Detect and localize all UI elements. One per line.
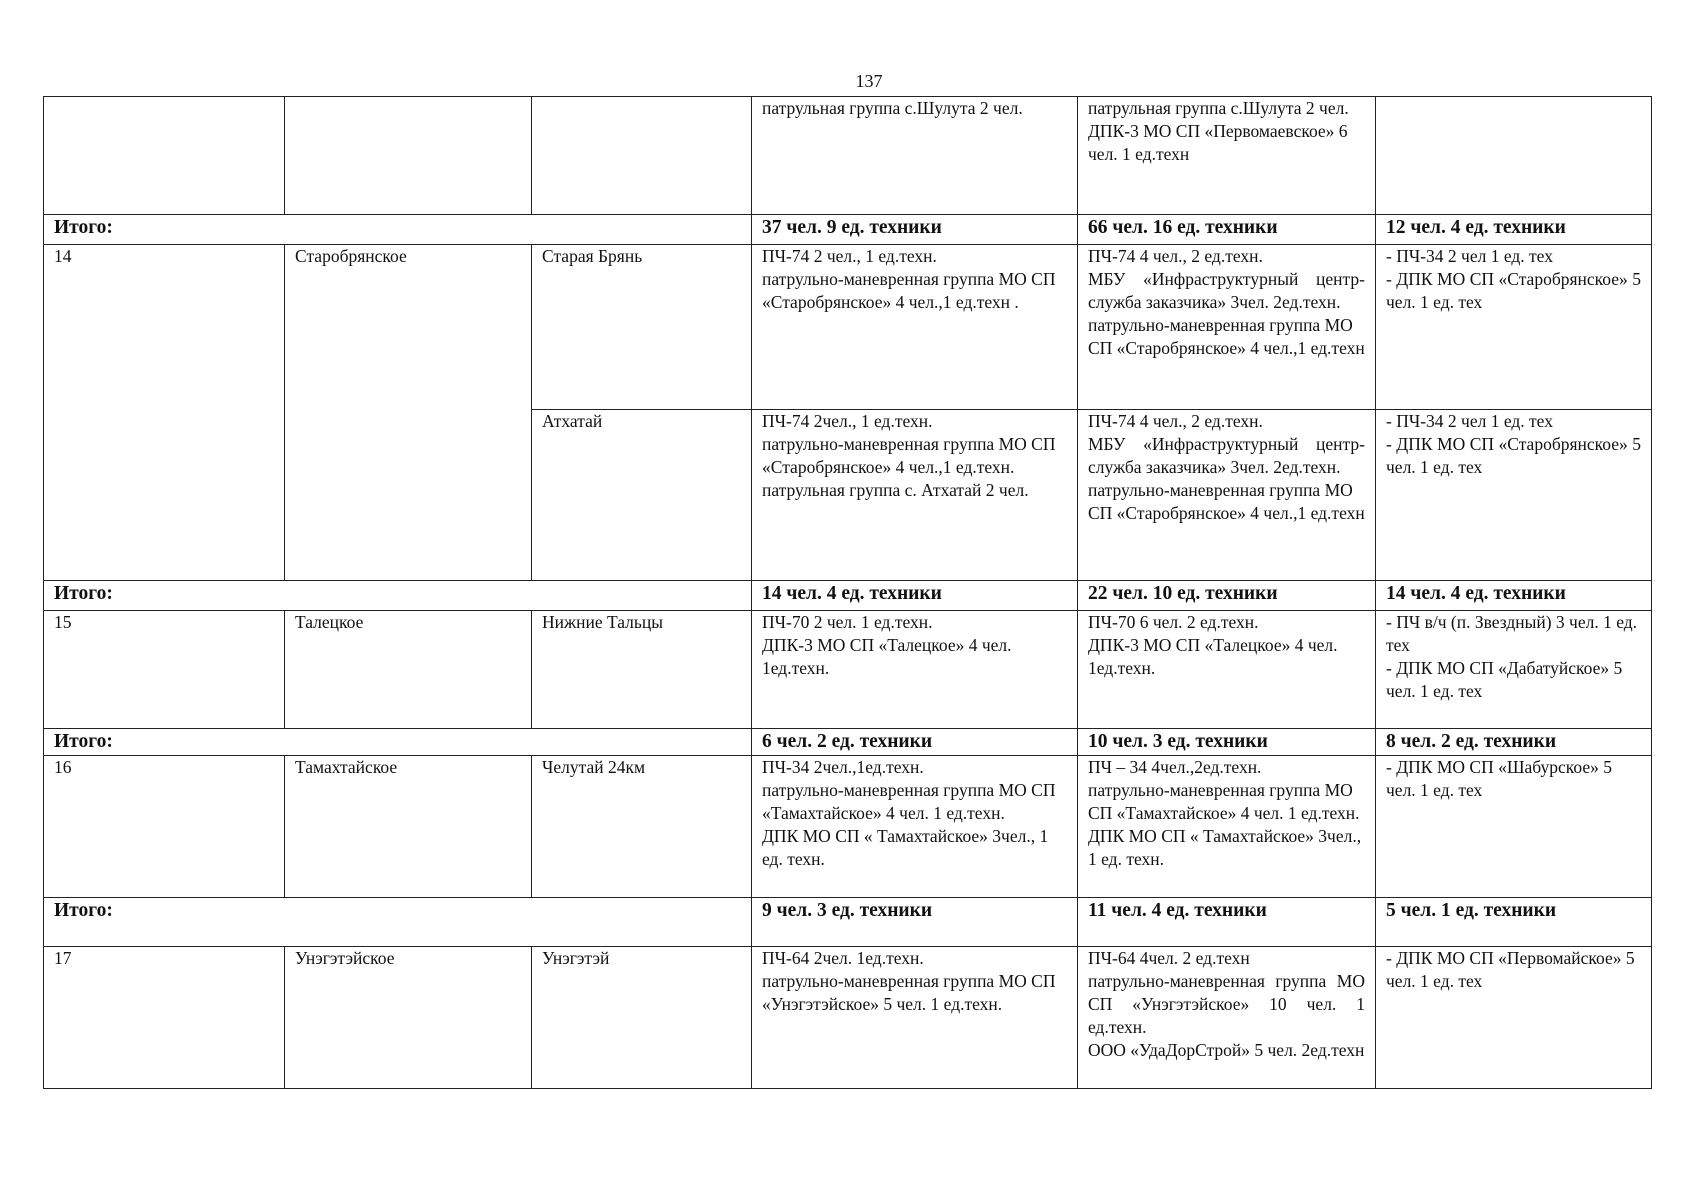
total-forces-2: 10 чел. 3 ед. техники: [1078, 729, 1376, 756]
cell-num: 15: [44, 611, 285, 729]
forces-table: [43, 96, 1652, 1089]
total-forces-3: 8 чел. 2 ед. техники: [1376, 729, 1652, 756]
cell-settlement: Старобрянское: [285, 245, 532, 581]
text-line: - ДПК МО СП «Старобрянское» 5 чел. 1 ед. тех: [1386, 434, 1641, 477]
total-row: [44, 215, 1652, 245]
cell-forces-1: [752, 245, 1078, 410]
text-line: ПЧ-70 2 чел. 1 ед.техн.: [762, 612, 933, 632]
page-number: 137: [855, 71, 883, 91]
total-forces-2: 11 чел. 4 ед. техники: [1078, 898, 1376, 947]
text-line: ПЧ-74 2 чел., 1 ед.техн.: [762, 246, 937, 266]
cell-num: 17: [44, 947, 285, 1089]
cell-forces-2: [1078, 756, 1376, 898]
text-line: - ДПК МО СП «Шабурское» 5 чел. 1 ед. тех: [1386, 757, 1612, 800]
text-line: ПЧ-74 2чел., 1 ед.техн.: [762, 411, 933, 431]
text-line: ПЧ-74 4 чел., 2 ед.техн.: [1088, 246, 1263, 266]
cell-settlement: Унэгэтэйское: [285, 947, 532, 1089]
cell-forces-1: [752, 97, 1078, 215]
table-row: [44, 97, 1652, 215]
cell-forces-2: [1078, 947, 1376, 1089]
cell-forces-1: [752, 947, 1078, 1089]
cell-settlement: Талецкое: [285, 611, 532, 729]
cell-locality: Старая Брянь: [532, 245, 752, 410]
text-line: - ДПК МО СП «Дабатуйское» 5 чел. 1 ед. тех: [1386, 658, 1623, 701]
text-line: патрульная группа с. Атхатай 2 чел.: [762, 480, 1029, 500]
table-row: [44, 611, 1652, 729]
text-line: - ПЧ-34 2 чел 1 ед. тех: [1386, 411, 1553, 431]
total-forces-3: 12 чел. 4 ед. техники: [1376, 215, 1652, 245]
text-line: ООО «УдаДорСтрой» 5 чел. 2ед.техн: [1088, 1040, 1365, 1060]
text-line: патрульно-маневренная группа МО СП «Старобрянское» 4 чел.,1 ед.техн: [1088, 315, 1365, 358]
total-forces-1: 6 чел. 2 ед. техники: [752, 729, 1078, 756]
cell-forces-3: [1376, 611, 1652, 729]
cell-forces-2: [1078, 611, 1376, 729]
cell-forces-3: [1376, 245, 1652, 410]
text-line: - ПЧ-34 2 чел 1 ед. тех: [1386, 246, 1553, 266]
total-row: [44, 729, 1652, 756]
text-line: ДПК МО СП « Тамахтайское» 3чел., 1 ед. техн.: [762, 826, 1049, 869]
cell-forces-1: [752, 756, 1078, 898]
cell-num: 14: [44, 245, 285, 581]
text-line: патрульно-маневренная группа МО СП «Старобрянское» 4 чел.,1 ед.техн.: [762, 434, 1056, 477]
table-row: [44, 756, 1652, 898]
total-forces-2: 22 чел. 10 ед. техники: [1078, 581, 1376, 611]
total-label: Итого:: [44, 215, 752, 245]
cell-num: [44, 97, 285, 215]
total-forces-3: 14 чел. 4 ед. техники: [1376, 581, 1652, 611]
text-line: - ДПК МО СП «Старобрянское» 5 чел. 1 ед. тех: [1386, 269, 1641, 312]
cell-forces-2: [1078, 410, 1376, 581]
text-line: патрульно-маневренная группа МО СП «Тамахтайское» 4 чел. 1 ед.техн.: [762, 780, 1056, 823]
cell-forces-2: [1078, 245, 1376, 410]
cell-forces-3: [1376, 410, 1652, 581]
cell-locality: Нижние Тальцы: [532, 611, 752, 729]
text-line: патрульно-маневренная группа МО СП «Тамахтайское» 4 чел. 1 ед.техн.: [1088, 780, 1360, 823]
cell-forces-1: [752, 410, 1078, 581]
cell-locality: Челутай 24км: [532, 756, 752, 898]
text-line: ДПК-3 МО СП «Первомаевское» 6 чел. 1 ед.техн: [1088, 121, 1348, 164]
total-label: Итого:: [44, 729, 752, 756]
cell-settlement: Тамахтайское: [285, 756, 532, 898]
cell-locality: Атхатай: [532, 410, 752, 581]
total-forces-2: 66 чел. 16 ед. техники: [1078, 215, 1376, 245]
table-row: [44, 947, 1652, 1089]
text-line: ДПК-3 МО СП «Талецкое» 4 чел. 1ед.техн.: [1088, 635, 1338, 678]
text-line: ПЧ-70 6 чел. 2 ед.техн.: [1088, 612, 1259, 632]
text-line: патрульно-маневренная группа МО СП «Унэгэтэйское» 5 чел. 1 ед.техн.: [762, 971, 1056, 1014]
total-forces-1: 9 чел. 3 ед. техники: [752, 898, 1078, 947]
text-line: ПЧ-64 2чел. 1ед.техн.: [762, 948, 924, 968]
cell-forces-1: [752, 611, 1078, 729]
cell-settlement: [285, 97, 532, 215]
text-line: - ПЧ в/ч (п. Звездный) 3 чел. 1 ед. тех: [1386, 612, 1638, 655]
cell-locality: [532, 97, 752, 215]
cell-num: 16: [44, 756, 285, 898]
total-forces-3: 5 чел. 1 ед. техники: [1376, 898, 1652, 947]
text-line: ПЧ-64 4чел. 2 ед.техн: [1088, 948, 1250, 968]
text-line: ДПК МО СП « Тамахтайское» 3чел., 1 ед. техн.: [1088, 826, 1362, 869]
text-line: МБУ «Инфраструктурный центр-служба заказчика» 3чел. 2ед.техн.: [1088, 269, 1365, 312]
text-line: патрульно-маневренная группа МО СП «Старобрянское» 4 чел.,1 ед.техн: [1088, 480, 1365, 523]
text-line: ПЧ-74 4 чел., 2 ед.техн.: [1088, 411, 1263, 431]
total-row: [44, 898, 1652, 947]
text-line: патрульно-маневренная группа МО СП «Старобрянское» 4 чел.,1 ед.техн .: [762, 269, 1056, 312]
table-row: [44, 245, 1652, 410]
total-label: Итого:: [44, 898, 752, 947]
text-line: - ДПК МО СП «Первомайское» 5 чел. 1 ед. тех: [1386, 948, 1635, 991]
text-line: патрульно-маневренная группа МО СП «Унэгэтэйское» 10 чел. 1 ед.техн.: [1088, 971, 1365, 1037]
cell-forces-2: [1078, 97, 1376, 215]
text-line: патрульная группа с.Шулута 2 чел.: [762, 98, 1023, 118]
total-label: Итого:: [44, 581, 752, 611]
cell-forces-3: [1376, 756, 1652, 898]
cell-forces-3: [1376, 947, 1652, 1089]
text-line: патрульная группа с.Шулута 2 чел.: [1088, 98, 1349, 118]
text-line: ПЧ – 34 4чел.,2ед.техн.: [1088, 757, 1262, 777]
text-line: ДПК-3 МО СП «Талецкое» 4 чел. 1ед.техн.: [762, 635, 1012, 678]
total-forces-1: 14 чел. 4 ед. техники: [752, 581, 1078, 611]
cell-locality: Унэгэтэй: [532, 947, 752, 1089]
cell-forces-3: [1376, 97, 1652, 215]
text-line: МБУ «Инфраструктурный центр-служба заказчика» 3чел. 2ед.техн.: [1088, 434, 1365, 477]
total-forces-1: 37 чел. 9 ед. техники: [752, 215, 1078, 245]
text-line: ПЧ-34 2чел.,1ед.техн.: [762, 757, 924, 777]
total-row: [44, 581, 1652, 611]
